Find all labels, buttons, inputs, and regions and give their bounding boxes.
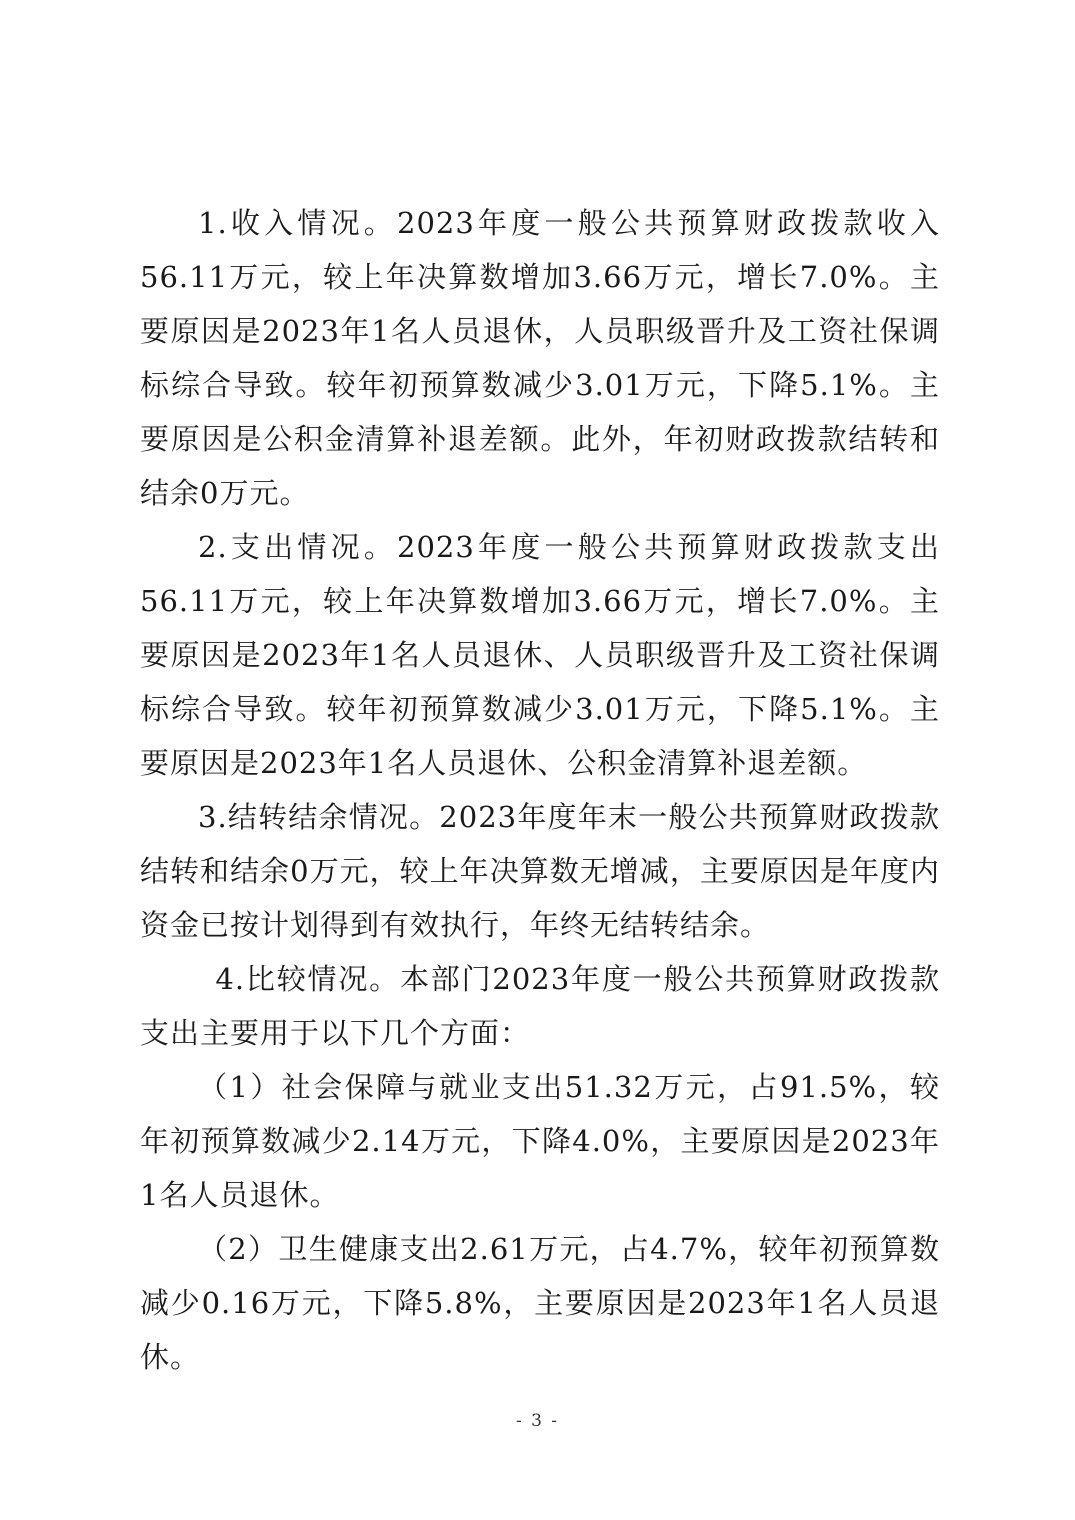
paragraph-social-security: （1）社会保障与就业支出51.32万元，占91.5%，较年初预算数减少2.14万元，下降4.0%，主要原因是2023年1名人员退休。 — [140, 1070, 940, 1212]
paragraph-comparison: 4.比较情况。本部门2023年度一般公共预算财政拨款支出主要用于以下几个方面： — [140, 962, 940, 1050]
paragraph-carryover: 3.结转结余情况。2023年度年末一般公共预算财政拨款结转和结余0万元，较上年决算数无增减，主要原因是年度内资金已按计划得到有效执行，年终无结转结余。 — [140, 800, 940, 942]
document-body — [140, 196, 940, 1384]
paragraph-income: 1.收入情况。2023年度一般公共预算财政拨款收入56.11万元，较上年决算数增加3.66万元，增长7.0%。主要原因是2023年1名人员退休，人员职级晋升及工资社保调标综合导致。较年初预算数减少3.01万元，下降5.1%。主要原因是公积金清算补退差额。此外，年初财政拨款结转和结余0万元。 — [140, 206, 940, 510]
page-number: - 3 - — [515, 1411, 560, 1431]
paragraph-health: （2）卫生健康支出2.61万元，占4.7%，较年初预算数减少0.16万元，下降5.8%，主要原因是2023年1名人员退休。 — [140, 1232, 940, 1374]
paragraph-expenditure: 2.支出情况。2023年度一般公共预算财政拨款支出56.11万元，较上年决算数增加3.66万元，增长7.0%。主要原因是2023年1名人员退休、人员职级晋升及工资社保调标综合导致。较年初预算数减少3.01万元，下降5.1%。主要原因是2023年1名人员退休、公积金清算补退差额。 — [140, 530, 940, 780]
